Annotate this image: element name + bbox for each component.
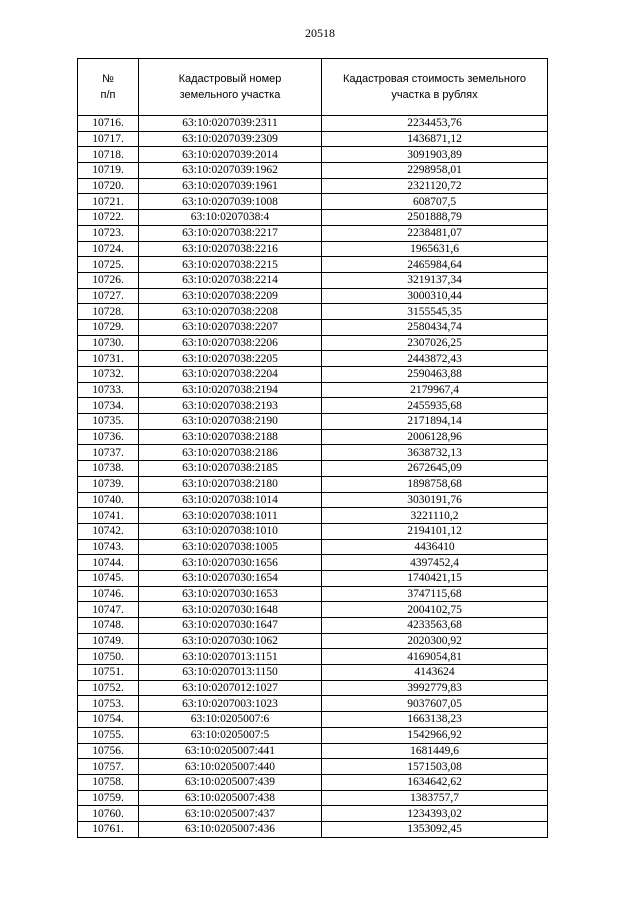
cadastral-value-cell: 1383757,7 [322,790,548,806]
row-number-cell: 10749. [78,633,139,649]
cadastral-value-cell: 1898758,68 [322,476,548,492]
row-number-cell: 10759. [78,790,139,806]
cadastral-value-cell: 2443872,43 [322,351,548,367]
header-row-number-line-2: п/п [100,89,116,101]
cadastral-number-cell: 63:10:0207039:1961 [139,178,322,194]
cadastral-value-cell: 4397452,4 [322,555,548,571]
cadastral-number-cell: 63:10:0207039:2309 [139,131,322,147]
row-number-cell: 10748. [78,618,139,634]
cadastral-value-cell: 2580434,74 [322,319,548,335]
table-row [78,774,548,790]
row-number-cell: 10726. [78,272,139,288]
row-number-cell: 10743. [78,539,139,555]
cadastral-value-cell: 2238481,07 [322,225,548,241]
cadastral-value-cell: 4169054,81 [322,649,548,665]
cadastral-value-cell: 1663138,23 [322,712,548,728]
table-row [78,492,548,508]
cadastral-number-cell: 63:10:0207030:1648 [139,602,322,618]
cadastral-number-cell: 63:10:0207038:2186 [139,445,322,461]
row-number-cell: 10755. [78,727,139,743]
cadastral-number-cell: 63:10:0207038:2185 [139,461,322,477]
cadastral-value-cell: 2234453,76 [322,116,548,132]
cadastral-number-cell: 63:10:0207038:1010 [139,523,322,539]
cadastral-value-cell: 1234393,02 [322,806,548,822]
cadastral-value-cell: 2171894,14 [322,414,548,430]
table-row [78,351,548,367]
cadastral-number-cell: 63:10:0207038:1005 [139,539,322,555]
cadastral-number-cell: 63:10:0207038:2215 [139,257,322,273]
row-number-cell: 10717. [78,131,139,147]
table-row [78,696,548,712]
cadastral-value-cell: 2590463,88 [322,367,548,383]
table-row [78,131,548,147]
table-row [78,570,548,586]
table-row [78,367,548,383]
table-row [78,759,548,775]
cadastral-value-cell: 2298958,01 [322,163,548,179]
table-row [78,790,548,806]
cadastral-value-cell: 4436410 [322,539,548,555]
cadastral-number-cell: 63:10:0207038:2207 [139,319,322,335]
cadastral-number-cell: 63:10:0207039:2014 [139,147,322,163]
cadastral-value-cell: 1542966,92 [322,727,548,743]
row-number-cell: 10723. [78,225,139,241]
row-number-cell: 10747. [78,602,139,618]
cadastral-value-cell: 3000310,44 [322,288,548,304]
header-row-number [78,59,139,116]
table-body [78,116,548,838]
table-row [78,523,548,539]
row-number-cell: 10735. [78,414,139,430]
cadastral-number-cell: 63:10:0207038:2205 [139,351,322,367]
cadastral-value-cell: 3992779,83 [322,680,548,696]
page-number: 20518 [305,26,335,40]
cadastral-number-cell: 63:10:0207038:1014 [139,492,322,508]
cadastral-value-cell: 2004102,75 [322,602,548,618]
cadastral-value-table [77,58,548,838]
header-row [78,59,548,116]
cadastral-number-cell: 63:10:0205007:436 [139,821,322,837]
table-row [78,649,548,665]
table-row [78,335,548,351]
header-cadastral-value-line-2: участка в рублях [391,89,478,101]
row-number-cell: 10756. [78,743,139,759]
table-row [78,116,548,132]
cadastral-number-cell: 63:10:0207038:2217 [139,225,322,241]
cadastral-number-cell: 63:10:0207038:2208 [139,304,322,320]
cadastral-value-cell: 2672645,09 [322,461,548,477]
cadastral-value-cell: 2465984,64 [322,257,548,273]
row-number-cell: 10739. [78,476,139,492]
cadastral-number-cell: 63:10:0207038:2209 [139,288,322,304]
table-row [78,225,548,241]
table-row [78,445,548,461]
cadastral-number-cell: 63:10:0207030:1656 [139,555,322,571]
cadastral-number-cell: 63:10:0205007:441 [139,743,322,759]
cadastral-value-cell: 3155545,35 [322,304,548,320]
cadastral-number-cell: 63:10:0205007:5 [139,727,322,743]
table-row [78,555,548,571]
cadastral-value-cell: 4233563,68 [322,618,548,634]
table-row [78,429,548,445]
cadastral-value-cell: 1681449,6 [322,743,548,759]
table-row [78,319,548,335]
row-number-cell: 10758. [78,774,139,790]
row-number-cell: 10728. [78,304,139,320]
table-row [78,398,548,414]
row-number-cell: 10738. [78,461,139,477]
table-row [78,665,548,681]
cadastral-number-cell: 63:10:0207038:2180 [139,476,322,492]
table-row [78,727,548,743]
row-number-cell: 10716. [78,116,139,132]
table-row [78,806,548,822]
cadastral-number-cell: 63:10:0207030:1062 [139,633,322,649]
row-number-cell: 10757. [78,759,139,775]
cadastral-number-cell: 63:10:0207038:2206 [139,335,322,351]
table-row [78,508,548,524]
header-row-number-line-1: № [102,73,114,85]
table-row [78,586,548,602]
row-number-cell: 10752. [78,680,139,696]
header-cadastral-number [139,59,322,116]
row-number-cell: 10744. [78,555,139,571]
row-number-cell: 10719. [78,163,139,179]
table-row [78,257,548,273]
cadastral-number-cell: 63:10:0207038:2204 [139,367,322,383]
cadastral-value-cell: 1634642,62 [322,774,548,790]
table-row [78,821,548,837]
row-number-cell: 10751. [78,665,139,681]
row-number-cell: 10734. [78,398,139,414]
table-row [78,476,548,492]
cadastral-number-cell: 63:10:0207039:1008 [139,194,322,210]
table-row [78,288,548,304]
cadastral-number-cell: 63:10:0207038:2190 [139,414,322,430]
row-number-cell: 10722. [78,210,139,226]
table-row [78,461,548,477]
row-number-cell: 10732. [78,367,139,383]
row-number-cell: 10729. [78,319,139,335]
cadastral-value-cell: 608707,5 [322,194,548,210]
row-number-cell: 10760. [78,806,139,822]
table-row [78,194,548,210]
table-row [78,210,548,226]
cadastral-value-cell: 1436871,12 [322,131,548,147]
table-row [78,618,548,634]
table-header [78,59,548,116]
header-cadastral-value [322,59,548,116]
cadastral-value-cell: 2020300,92 [322,633,548,649]
header-cadastral-value-line-1: Кадастровая стоимость земельного [343,73,526,85]
cadastral-number-cell: 63:10:0205007:6 [139,712,322,728]
table-row [78,633,548,649]
row-number-cell: 10741. [78,508,139,524]
row-number-cell: 10736. [78,429,139,445]
row-number-cell: 10727. [78,288,139,304]
cadastral-number-cell: 63:10:0205007:438 [139,790,322,806]
row-number-cell: 10731. [78,351,139,367]
cadastral-value-cell: 4143624 [322,665,548,681]
table-row [78,712,548,728]
row-number-cell: 10718. [78,147,139,163]
cadastral-value-cell: 3030191,76 [322,492,548,508]
row-number-cell: 10721. [78,194,139,210]
cadastral-number-cell: 63:10:0207013:1151 [139,649,322,665]
cadastral-number-cell: 63:10:0207012:1027 [139,680,322,696]
cadastral-number-cell: 63:10:0205007:440 [139,759,322,775]
cadastral-number-cell: 63:10:0205007:437 [139,806,322,822]
cadastral-value-cell: 1740421,15 [322,570,548,586]
row-number-cell: 10750. [78,649,139,665]
table-row [78,178,548,194]
row-number-cell: 10740. [78,492,139,508]
row-number-cell: 10742. [78,523,139,539]
cadastral-value-cell: 3638732,13 [322,445,548,461]
row-number-cell: 10745. [78,570,139,586]
cadastral-number-cell: 63:10:0207038:4 [139,210,322,226]
cadastral-number-cell: 63:10:0207038:2214 [139,272,322,288]
cadastral-number-cell: 63:10:0207038:2188 [139,429,322,445]
cadastral-value-cell: 2321120,72 [322,178,548,194]
cadastral-value-cell: 3221110,2 [322,508,548,524]
cadastral-number-cell: 63:10:0207038:2193 [139,398,322,414]
row-number-cell: 10761. [78,821,139,837]
row-number-cell: 10746. [78,586,139,602]
table-row [78,147,548,163]
row-number-cell: 10725. [78,257,139,273]
cadastral-number-cell: 63:10:0207038:2194 [139,382,322,398]
cadastral-number-cell: 63:10:0207030:1647 [139,618,322,634]
cadastral-number-cell: 63:10:0207013:1150 [139,665,322,681]
cadastral-number-cell: 63:10:0207030:1653 [139,586,322,602]
cadastral-value-cell: 3747115,68 [322,586,548,602]
table-row [78,382,548,398]
cadastral-value-cell: 2455935,68 [322,398,548,414]
cadastral-value-cell: 1353092,45 [322,821,548,837]
table-row [78,743,548,759]
row-number-cell: 10754. [78,712,139,728]
table-row [78,602,548,618]
cadastral-number-cell: 63:10:0205007:439 [139,774,322,790]
cadastral-value-cell: 1571503,08 [322,759,548,775]
table-row [78,539,548,555]
cadastral-value-cell: 1965631,6 [322,241,548,257]
row-number-cell: 10730. [78,335,139,351]
table-row [78,304,548,320]
cadastral-value-cell: 3091903,89 [322,147,548,163]
table-row [78,241,548,257]
header-cadastral-number-line-1: Кадастровый номер [178,73,282,85]
cadastral-value-cell: 2179967,4 [322,382,548,398]
cadastral-value-cell: 3219137,34 [322,272,548,288]
table-row [78,414,548,430]
row-number-cell: 10724. [78,241,139,257]
cadastral-value-cell: 9037607,05 [322,696,548,712]
cadastral-number-cell: 63:10:0207039:1962 [139,163,322,179]
cadastral-value-cell: 2501888,79 [322,210,548,226]
cadastral-number-cell: 63:10:0207038:2216 [139,241,322,257]
cadastral-value-cell: 2006128,96 [322,429,548,445]
cadastral-number-cell: 63:10:0207003:1023 [139,696,322,712]
table-row [78,163,548,179]
row-number-cell: 10753. [78,696,139,712]
row-number-cell: 10733. [78,382,139,398]
table-row [78,680,548,696]
table-row [78,272,548,288]
cadastral-number-cell: 63:10:0207039:2311 [139,116,322,132]
row-number-cell: 10737. [78,445,139,461]
cadastral-number-cell: 63:10:0207038:1011 [139,508,322,524]
cadastral-value-cell: 2307026,25 [322,335,548,351]
header-cadastral-number-line-2: земельного участка [179,89,281,101]
row-number-cell: 10720. [78,178,139,194]
cadastral-value-cell: 2194101,12 [322,523,548,539]
cadastral-number-cell: 63:10:0207030:1654 [139,570,322,586]
